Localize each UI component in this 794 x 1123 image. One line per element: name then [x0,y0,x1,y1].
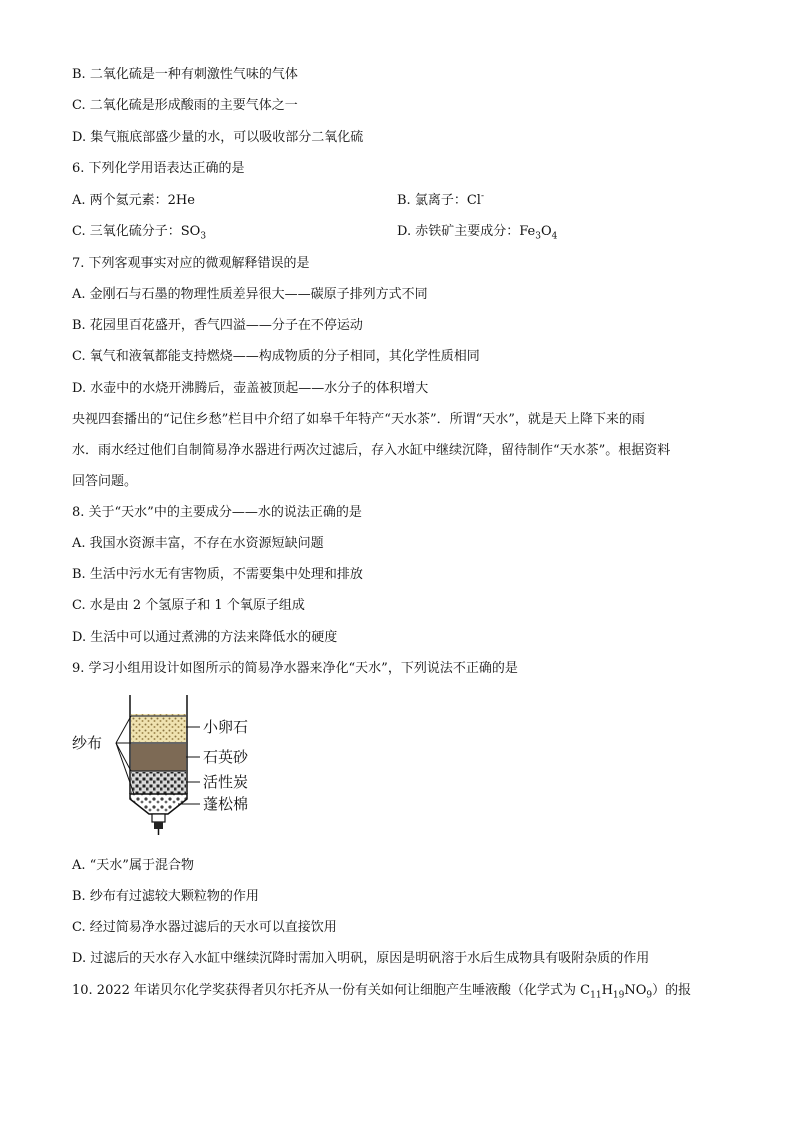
q9-option-d: D. 过滤后的天水存入水缸中继续沉降时需加入明矾，原因是明矾溶于水后生成物具有吸附杂质的作用 [72,951,650,966]
carbon-label: 活性炭 [203,773,249,791]
q5-option-b: B. 二氧化硫是一种有刺激性气味的气体 [72,67,298,82]
q6-option-b: B. 氯离子：Cl- [397,191,484,208]
q7-stem: 7. 下列客观事实对应的微观解释错误的是 [72,256,310,271]
q9-stem: 9. 学习小组用设计如图所示的简易净水器来净化“天水”，下列说法不正确的是 [72,661,518,676]
cotton-label: 蓬松棉 [203,795,249,813]
passage-line-1: 央视四套播出的“记住乡愁”栏目中介绍了如皋千年特产“天水茶”．所谓“天水”，就是天上降下来的雨 [72,412,645,427]
q8-option-c: C. 水是由 2 个氢原子和 1 个氧原子组成 [72,598,305,613]
outlet-neck [152,814,165,822]
q10-stem: 10. 2022 年诺贝尔化学奖获得者贝尔托齐从一份有关如何让细胞产生唾液酸（化学式为 $C_{11}H_{19}NO_9$）的报 [72,983,692,1001]
q7-option-c: C. 氧气和液氧都能支持燃烧——构成物质的分子相同，其化学性质相同 [72,349,480,364]
gauze-pointer-3 [116,743,131,771]
q5-option-c: C. 二氧化硫是形成酸雨的主要气体之一 [72,98,298,113]
q6-option-c: C. 三氧化硫分子：$SO_3$ [72,224,207,242]
quartz-label: 石英砂 [203,748,249,766]
water-filter-diagram [72,693,292,839]
water-filter-figure [72,693,292,839]
gauze-label: 纱布 [72,734,103,752]
pebble-label: 小卵石 [203,718,249,736]
q8-option-b: B. 生活中污水无有害物质，不需要集中处理和排放 [72,567,363,582]
passage-line-3: 回答问题。 [72,474,138,489]
quartz-sand-layer [131,744,186,771]
gauze-pointer-1 [116,716,131,743]
pebble-layer [131,714,186,742]
q9-option-c: C. 经过简易净水器过滤后的天水可以直接饮用 [72,920,337,935]
passage-line-2: 水．雨水经过他们自制简易净水器进行两次过滤后，存入水缸中继续沉降，留待制作“天水茶”。根据资料 [72,443,671,458]
q9-option-a: A. “天水”属于混合物 [72,858,194,873]
q6-option-d: D. 赤铁矿主要成分：$Fe_3O_4$ [397,224,558,242]
activated-carbon-layer [131,772,186,794]
q8-stem: 8. 关于“天水”中的主要成分——水的说法正确的是 [72,505,362,520]
q8-option-a: A. 我国水资源丰富，不存在水资源短缺问题 [72,536,324,551]
q7-option-d: D. 水壶中的水烧开沸腾后，壶盖被顶起——水分子的体积增大 [72,381,429,396]
q8-option-d: D. 生活中可以通过煮沸的方法来降低水的硬度 [72,630,338,645]
q6-stem: 6. 下列化学用语表达正确的是 [72,161,245,176]
q5-option-d: D. 集气瓶底部盛少量的水，可以吸收部分二氧化硫 [72,130,364,145]
q9-option-b: B. 纱布有过滤较大颗粒物的作用 [72,889,259,904]
q7-option-a: A. 金刚石与石墨的物理性质差异很大——碳原子排列方式不同 [72,287,428,302]
q7-option-b: B. 花园里百花盛开，香气四溢——分子在不停运动 [72,318,363,333]
q6-option-a: A. 两个氦元素：2He [72,193,195,208]
outlet-tap [154,822,163,829]
